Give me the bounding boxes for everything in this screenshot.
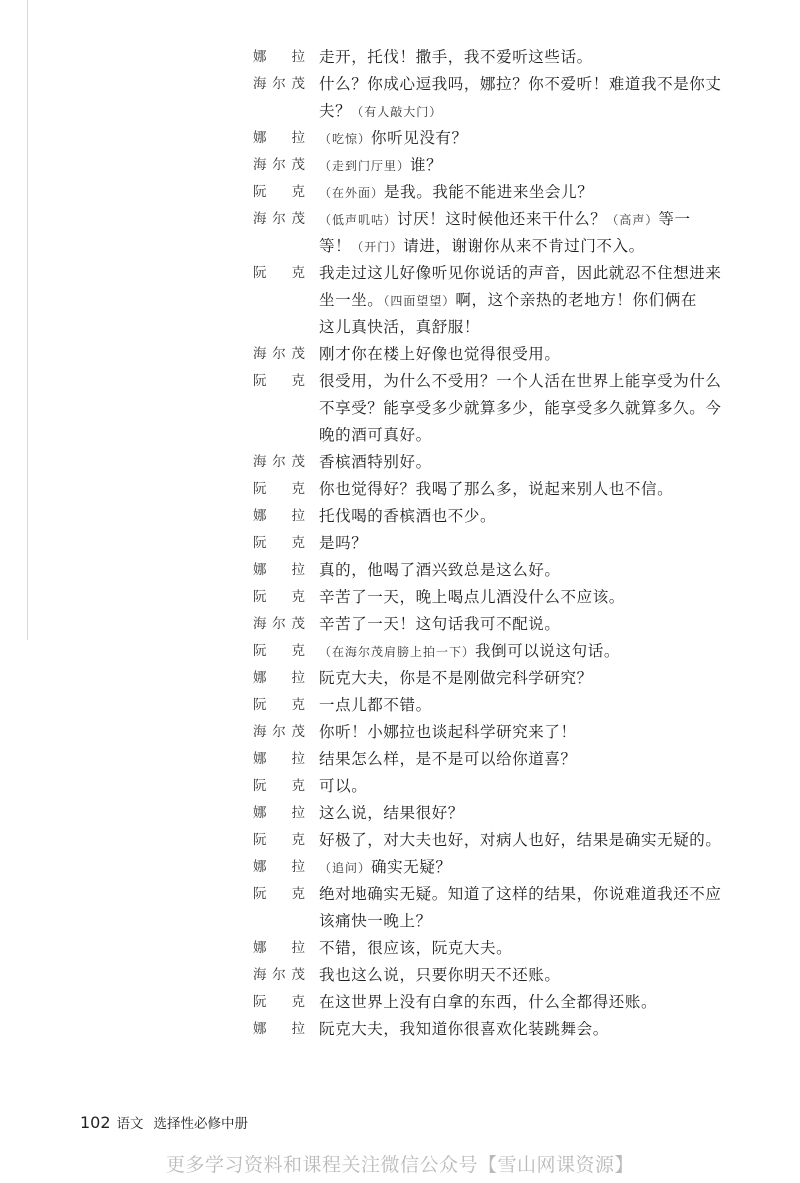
speech-segment: 我倒可以说这句话。 [475,642,620,660]
speaker-name: 娜 拉 [253,751,305,767]
speech-text [319,368,773,395]
speech-segment: 谁？ [410,156,443,174]
speech-text [319,989,773,1016]
speech-text [319,1016,773,1043]
dialogue-line [253,476,773,503]
dialogue-line [253,368,773,395]
stage-direction: （追问） [319,861,372,875]
dialogue-line [253,125,773,152]
speech-text [319,665,773,692]
speech-segment: 结果怎么样，是不是可以给你道喜？ [319,750,577,768]
stage-direction: （低声叽咕） [319,213,398,227]
dialogue-line [253,908,773,935]
speaker-name: 娜 拉 [253,1021,305,1037]
dialogue-line [253,935,773,962]
speech-segment: 这儿真快活，真舒服！ [319,318,481,336]
speech-segment: 很受用，为什么不受用？一个人活在世界上能享受为什么 [319,372,722,390]
speech-segment: 走开，托伐！撒手，我不爱听这些话。 [319,48,593,66]
page-footer [80,1112,248,1132]
speech-text [319,44,773,71]
speech-text [319,638,773,666]
speaker-name: 海 尔 茂 [253,211,305,227]
speech-segment: 等！ [319,237,352,255]
speaker-name: 阮 克 [253,643,305,659]
stage-direction: （开门） [351,240,404,254]
speech-segment: 什么？你成心逗我吗，娜拉？你不爱听！难道我不是你丈 [319,75,722,93]
speech-segment: 刚才你在楼上好像也觉得很受用。 [319,345,561,363]
speaker-name: 海 尔 茂 [253,76,305,92]
speech-text [319,908,773,935]
margin-line [27,0,28,640]
speech-text [319,692,773,719]
dialogue-line [253,638,773,665]
dialogue-line [253,422,773,449]
dialogue-line [253,341,773,368]
dialogue-line [253,800,773,827]
speech-segment: 托伐喝的香槟酒也不少。 [319,507,497,525]
speaker-name: 阮 克 [253,481,305,497]
stage-direction: （有人敲大门） [351,105,443,119]
speech-segment: 我走过这儿好像听见你说话的声音，因此就忍不住想进来 [319,264,722,282]
speaker-name: 阮 克 [253,373,305,389]
speech-segment: 在这世界上没有白拿的东西，什么全都得还账。 [319,993,658,1011]
speaker-name: 娜 拉 [253,130,305,146]
speech-text [319,206,773,234]
speech-segment: 晚的酒可真好。 [319,426,432,444]
speech-text [319,530,773,557]
speech-text [319,557,773,584]
speech-text [319,476,773,503]
dialogue-line [253,98,773,125]
speech-segment: 确实无疑？ [371,858,452,876]
speaker-name: 阮 克 [253,886,305,902]
stage-direction: （在外面） [319,186,385,200]
speech-segment: 该痛快一晚上？ [319,912,432,930]
speech-text [319,584,773,611]
speech-segment: 我也这么说，只要你明天不还账。 [319,966,561,984]
speech-text [319,746,773,773]
speech-segment: 你也觉得好？我喝了那么多，说起来别人也不信。 [319,480,674,498]
speaker-name: 娜 拉 [253,805,305,821]
speech-text [319,935,773,962]
speech-text [319,611,773,638]
speech-text [319,341,773,368]
speech-segment: 辛苦了一天！这句话我可不配说。 [319,615,561,633]
page-number: 102 [80,1113,111,1132]
speaker-name: 海 尔 茂 [253,616,305,632]
speech-text [319,800,773,827]
speaker-name: 海 尔 茂 [253,967,305,983]
speech-segment: 请进，谢谢你从来不肯过门不入。 [403,237,645,255]
speech-text [319,152,773,180]
speaker-name: 阮 克 [253,535,305,551]
dialogue-line [253,557,773,584]
speech-segment: 坐一坐。 [319,291,384,309]
stage-direction: （吃惊） [319,132,372,146]
speaker-name: 娜 拉 [253,940,305,956]
speech-text [319,395,773,422]
speech-segment: 香槟酒特别好。 [319,453,432,471]
speaker-name: 娜 拉 [253,508,305,524]
stage-direction: （高声） [606,213,659,227]
speech-segment: 是吗？ [319,534,368,552]
stage-direction: （在海尔茂肩膀上拍一下） [319,645,476,659]
dialogue-line [253,989,773,1016]
dialogue-line [253,287,773,314]
speech-text [319,503,773,530]
dialogue-line [253,44,773,71]
speech-segment: 不享受？能享受多少就算多少，能享受多久就算多久。今 [319,399,722,417]
dialogue-line [253,692,773,719]
speech-segment: 等一 [658,210,691,228]
speech-text [319,854,773,882]
dialogue-line [253,854,773,881]
dialogue-line [253,881,773,908]
dialogue-line [253,395,773,422]
dialogue-line [253,665,773,692]
dialogue-line [253,746,773,773]
speech-segment: 是我。我能不能进来坐会儿？ [384,183,594,201]
dialogue-line [253,233,773,260]
speaker-name: 海 尔 茂 [253,454,305,470]
speaker-name: 阮 克 [253,265,305,281]
speech-segment: 夫？ [319,102,352,120]
speech-text [319,314,773,341]
dialogue-line [253,449,773,476]
speaker-name: 阮 克 [253,697,305,713]
speech-segment: 你听见没有？ [371,129,468,147]
speech-text [319,125,773,153]
speaker-name: 阮 克 [253,832,305,848]
speaker-name: 阮 克 [253,589,305,605]
stage-direction: （走到门厅里） [319,159,411,173]
dialogue-line [253,503,773,530]
speech-segment: 啊，这个亲热的老地方！你们俩在 [455,291,697,309]
speaker-name: 海 尔 茂 [253,346,305,362]
speech-segment: 不错，很应该，阮克大夫。 [319,939,513,957]
speech-text [319,449,773,476]
dialogue-line [253,584,773,611]
speech-segment: 好极了，对大夫也好，对病人也好，结果是确实无疑的。 [319,831,722,849]
dialogue-line [253,206,773,233]
speech-segment: 可以。 [319,777,368,795]
stage-direction: （四面望望） [383,294,456,308]
speech-text [319,179,773,207]
speaker-name: 阮 克 [253,994,305,1010]
script-body [253,44,773,1043]
speech-text [319,422,773,449]
dialogue-line [253,179,773,206]
speaker-name: 海 尔 茂 [253,724,305,740]
book-volume: 选择性必修中册 [153,1116,249,1132]
speaker-name: 娜 拉 [253,49,305,65]
speech-segment: 你听！小娜拉也谈起科学研究来了！ [319,723,577,741]
watermark-text: 更多学习资料和课程关注微信公众号【雪山网课资源】 [165,1154,634,1176]
speech-text [319,287,773,315]
speech-segment: 阮克大夫，我知道你很喜欢化装跳舞会。 [319,1020,609,1038]
speaker-name: 阮 克 [253,778,305,794]
dialogue-line [253,827,773,854]
speaker-name: 阮 克 [253,184,305,200]
speaker-name: 海 尔 茂 [253,157,305,173]
dialogue-line [253,611,773,638]
dialogue-line [253,71,773,98]
speech-text [319,719,773,746]
speech-segment: 阮克大夫，你是不是刚做完科学研究？ [319,669,593,687]
speech-segment: 辛苦了一天，晚上喝点儿酒没什么不应该。 [319,588,625,606]
speech-text [319,962,773,989]
speech-text [319,233,773,261]
speech-text [319,98,773,126]
speaker-name: 娜 拉 [253,670,305,686]
speech-text [319,881,773,908]
speaker-name: 娜 拉 [253,859,305,875]
dialogue-line [253,530,773,557]
speech-text [319,773,773,800]
dialogue-line [253,1016,773,1043]
speaker-name: 娜 拉 [253,562,305,578]
dialogue-line [253,719,773,746]
speech-text [319,260,773,287]
speech-segment: 绝对地确实无疑。知道了这样的结果，你说难道我还不应 [319,885,722,903]
dialogue-line [253,962,773,989]
speech-segment: 一点儿都不错。 [319,696,432,714]
speech-text [319,71,773,98]
dialogue-line [253,152,773,179]
dialogue-line [253,773,773,800]
speech-text [319,827,773,854]
speech-segment: 这么说，结果很好？ [319,804,464,822]
speech-segment: 讨厌！这时候他还来干什么？ [397,210,607,228]
dialogue-line [253,260,773,287]
dialogue-line [253,314,773,341]
book-subject: 语文 [116,1116,144,1132]
speech-segment: 真的，他喝了酒兴致总是这么好。 [319,561,561,579]
